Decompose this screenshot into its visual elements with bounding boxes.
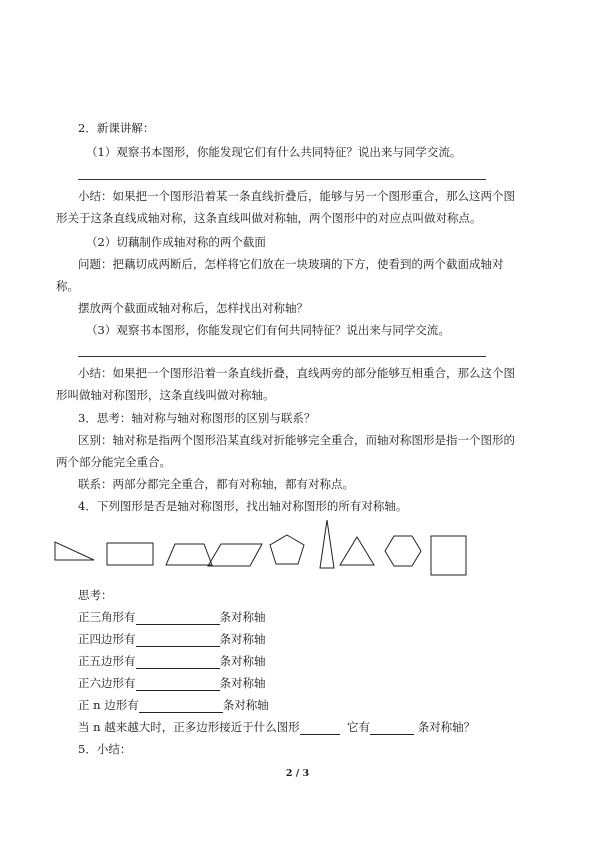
section-5-title: 5．小结： [78,742,132,756]
question-1: （1）观察书本图形，你能发现它们有什么共同特征？说出来与同学交流。 [86,145,462,159]
shape-figures [50,520,480,580]
section-3-title: 3．思考：轴对称与轴对称图形的区别与联系？ [78,411,316,425]
summary-1-line-a: 小结：如果把一个图形沿着某一条直线折叠后，能够与另一个图形重合，那么这两个图 [78,189,515,203]
pentagon-shape [270,535,304,564]
answer-line-1 [78,179,486,180]
square-shape [431,536,466,575]
section-2-title: 2．新课讲解： [78,121,155,135]
think-label: 思考： [78,588,113,602]
answer-blank[interactable] [136,612,220,625]
summary-2-line-b: 形叫做轴对称图形，这条直线叫做对称轴。 [56,388,275,402]
hexagon-shape [385,536,421,566]
limit-question-part-b: 它有 [347,720,371,734]
limit-question-part-a: 当 n 越来越大时，正多边形接近于什么图形 [78,720,300,734]
fill-row-n-gon [78,698,269,713]
fill-row-pentagon [78,654,266,669]
fill-row-square [78,632,266,647]
summary-2-line-a: 小结：如果把一个图形沿着一条直线折叠，直线两旁的部分能够互相重合，那么这个图 [78,366,515,380]
limit-question-part-c: 条对称轴？ [417,720,476,734]
answer-line-2 [78,356,486,357]
fill-row-label: 正四边形有 [78,632,136,646]
fill-row-suffix: 条对称轴 [219,632,266,646]
fill-row-label: 正六边形有 [78,676,136,690]
answer-blank[interactable] [136,634,220,647]
fill-row-label: 正 n 边形有 [78,698,139,712]
fill-row-hexagon [78,676,266,691]
answer-blank[interactable] [136,678,220,691]
answer-blank[interactable] [139,700,223,713]
summary-1-line-b: 形关于这条直线成轴对称，这条直线叫做对称轴，两个图形中的对应点叫做对称点。 [56,211,482,225]
difference-line-a: 区别：轴对称是指两个图形沿某直线对折能够完全重合，而轴对称图形是指一个图形的 [78,433,515,447]
connection-line: 联系：两部分都完全重合，都有对称轴，都有对称点。 [78,477,354,491]
trapezoid-shape [166,544,212,565]
equilateral-triangle-shape [340,537,374,565]
answer-blank[interactable] [136,656,220,669]
isosceles-triangle-shape [320,520,334,568]
answer-blank[interactable] [370,722,414,735]
fill-row-label: 正五边形有 [78,654,136,668]
section-4-title: 4．下列图形是否是轴对称图形，找出轴对称图形的所有对称轴。 [78,499,408,513]
problem-line-b: 称。 [56,279,79,293]
question-3: （3）观察书本图形，你能发现它们有何共同特征？说出来与同学交流。 [86,323,450,337]
parallelogram-shape [208,544,262,566]
difference-line-b: 两个部分能完全重合。 [56,455,171,469]
fill-row-suffix: 条对称轴 [219,676,266,690]
rectangle-shape [107,543,153,565]
fill-row-suffix: 条对称轴 [219,610,266,624]
fill-row-suffix: 条对称轴 [222,698,269,712]
problem-line-a: 问题：把藕切成两断后，怎样将它们放在一块玻璃的下方，使看到的两个截面成轴对 [78,257,504,271]
page-number: 2 / 3 [285,768,310,779]
fill-row-triangle [78,610,266,625]
fill-row-suffix: 条对称轴 [219,654,266,668]
limit-question [78,720,475,735]
fill-row-label: 正三角形有 [78,610,136,624]
right-triangle-shape [55,542,94,560]
question-2: （2）切藕制作成轴对称的两个截面 [86,235,266,249]
answer-blank[interactable] [300,722,340,735]
place-question: 摆放两个截面成轴对称后，怎样找出对称轴？ [78,301,308,315]
